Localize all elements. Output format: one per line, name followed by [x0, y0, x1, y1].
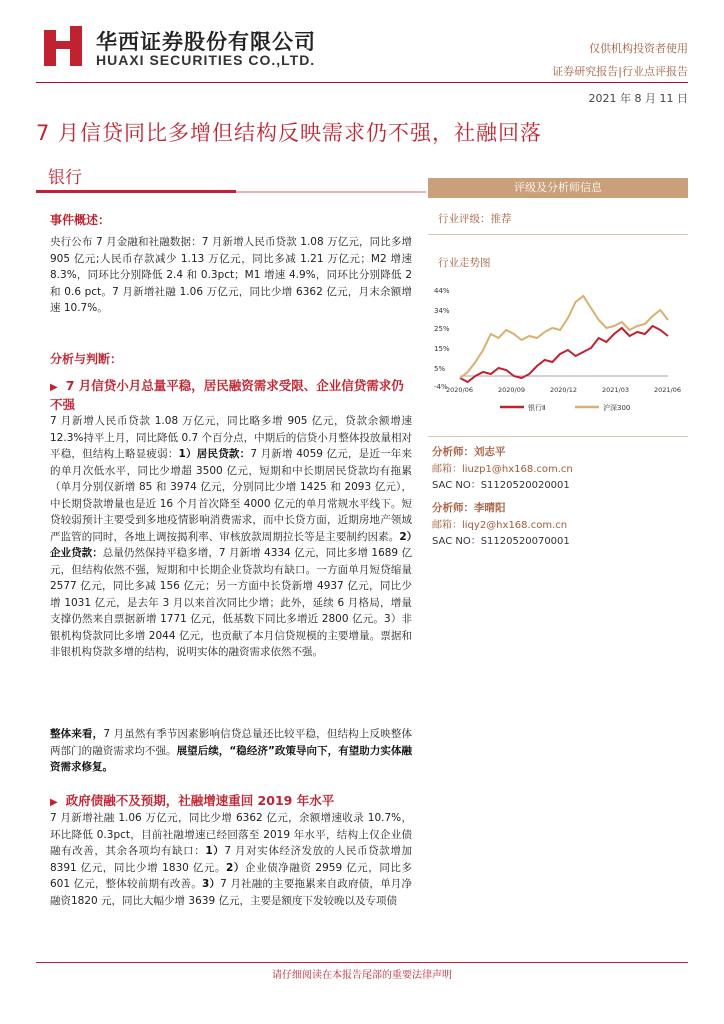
company-name-cn: 华西证券股份有限公司	[96, 29, 316, 54]
y-tick-label: 44%	[434, 287, 450, 295]
triangle-bullet-icon: ▶	[50, 797, 58, 808]
footer-divider	[36, 962, 688, 963]
summary-label: 整体来看，	[50, 728, 104, 740]
x-tick-label: 2021/03	[602, 386, 630, 394]
analyst1-sac: SAC NO：S1120520020001	[432, 480, 570, 491]
huaxi-logo	[44, 26, 86, 66]
analyst1-email[interactable]: 邮箱：liuzp1@hx168.com.cn	[432, 464, 573, 475]
subheading-tsf-text: 政府债融不及预期，社融增速重回 2019 年水平	[65, 793, 335, 808]
report-type: 证券研究报告|行业点评报告	[552, 65, 688, 78]
summary-paragraph	[50, 726, 412, 776]
y-tick-label: 15%	[434, 345, 450, 353]
p1-household-label: 1）居民贷款：	[178, 448, 251, 460]
y-tick-label: 5%	[434, 365, 446, 373]
subheading-credit	[50, 377, 412, 413]
analyst2-sac: SAC NO：S1120520070001	[432, 536, 570, 547]
triangle-bullet-icon: ▶	[50, 382, 58, 393]
industry-rating: 行业评级：推荐	[438, 213, 512, 225]
report-title: 7 月信贷同比多增但结构反映需求仍不强，社融回落	[36, 121, 543, 145]
sidebar-divider	[428, 234, 688, 235]
analyst2-name: 分析师：李晴阳	[432, 502, 506, 514]
event-heading: 事件概述：	[50, 213, 111, 227]
footer-disclaimer: 请仔细阅读在本报告尾部的重要法律声明	[272, 970, 452, 981]
subheading-credit-text: 7 月信贷小月总量平稳，居民融资需求受限、企业信贷需求仍不强	[50, 378, 404, 412]
sidebar-header: 评级及分析师信息	[428, 178, 688, 198]
legend-csi300-label: 沪深300	[603, 404, 631, 412]
analyst2-email[interactable]: 邮箱：liqy2@hx168.com.cn	[432, 520, 568, 531]
x-tick-label: 2020/09	[498, 386, 526, 394]
analyst1-name: 分析师：刘志平	[432, 446, 506, 458]
company-name-en: HUAXI SECURITIES CO.,LTD.	[96, 52, 316, 68]
legend-bank-label: 银行Ⅱ	[528, 404, 546, 412]
industry-underline	[36, 190, 236, 193]
report-date: 2021 年 8 月 11 日	[588, 92, 688, 105]
x-tick-label: 2020/12	[550, 386, 578, 394]
industry-underline-light	[236, 191, 426, 193]
outlook-text: 展望后续，“稳经济”政策导向下，有望助力实体融资需求修复。	[50, 744, 413, 773]
series-line-csi300	[460, 296, 668, 378]
p3-item2-text: 企业债净融资 2959 亿元，同比多 601 亿元，整体较前期有改善。	[50, 861, 412, 890]
y-tick-label: 25%	[434, 325, 450, 333]
summary-text: 7 月虽然有季节因素影响信贷总量还比较平稳，但结构上反映整体两部门的融资需求均不强。	[50, 728, 413, 757]
trend-label: 行业走势图	[438, 257, 491, 269]
p3-item3-label: 3）	[201, 878, 221, 890]
p1-corporate-label: 2）企业贷款：	[50, 530, 413, 559]
analysis-heading: 分析与判断：	[50, 352, 123, 366]
x-tick-label: 2021/06	[654, 386, 682, 394]
event-text: 央行公布 7 月金融和社融数据：7 月新增人民币贷款 1.08 万亿元，同比多增 905 亿元;人民币存款减少 1.13 万亿元，同比多减 1.21 万亿元；M2 增速 8.3%，同环比分别降低 2.4 和 0.3pct；M1 增速 4.9%，同环比分别降低 2 和 0.6 pct。7 月新增社融 1.06 万亿元，同比少增 6362 亿元，月末余额增速 10.7%。	[50, 236, 412, 314]
y-tick-label: 34%	[434, 307, 450, 315]
x-tick-label: 2020/06	[446, 386, 474, 394]
p3-item3-text: 7 月社融的主要拖累来自政府债，单月净融资1820 元，同比大幅少增 3639 亿元，主要是额度下发较晚以及专项债	[50, 878, 412, 907]
p3-item2-label: 2）	[226, 861, 246, 874]
tsf-paragraph	[50, 810, 412, 909]
sidebar-divider	[428, 436, 688, 437]
p3-item1-label: 1）	[205, 845, 225, 857]
p1-household-text: 7 月新增 4059 亿元，是近一年来的单月次低水平，同比少增超 3500 亿元，短期和中长期居民贷款均有拖累（单月分别仅新增 85 和 3974 亿元，分别同比少增 1425 和 2093 亿元），中长期贷款增量也是近 16 个月首次降至 4000 亿元的单月常规水平线下。短贷较弱预计主要受到多地疫情影响消费需求，而中长贷方面，近期房地产领域严监管的同时，各地上调按揭利率、审核放款周期拉长等是主要制约因素。	[50, 448, 413, 543]
audience-note: 仅供机构投资者使用	[589, 42, 688, 55]
y-tick-label: -4%	[434, 383, 448, 391]
credit-paragraph	[50, 413, 412, 661]
industry-label: 银行	[48, 168, 82, 188]
trend-chart	[430, 280, 686, 416]
p1-corporate-text: 总量仍然保持平稳多增，7 月新增 4334 亿元，同比多增 1689 亿元，但结构依然不强，短期和中长期企业贷款均有缺口。一方面单月短贷缩量 2577 亿元，同比多减 156 亿元；另一方面中长贷新增 4937 亿元，同比少增 1031 亿元，是去年 3 月以来首次同比少增；此外，延续 6 月格局，增量支撑仍然来自票据新增 1771 亿元，低基数下同比多增近 2800 亿元。3）非银机构贷款同比多增 2044 亿元，也贡献了本月信贷规模的主要增量。票据和非银机构贷款多增的结构，说明实体的融资需求依然不强。	[50, 547, 413, 658]
header-divider	[36, 82, 688, 83]
subheading-tsf	[50, 792, 412, 811]
p3-item1-text: 7 月对实体经济发放的人民币贷款增加 8391 亿元，同比少增 1830 亿元。	[50, 845, 413, 874]
p1-intro: 7 月新增人民币贷款 1.08 万亿元，同比略多增 905 亿元，贷款余额增速 12.3%持平上月，同比降低 0.7 个百分点，中期后的信贷小月整体投放量相对平稳，但结构上略显疲弱：	[50, 415, 412, 460]
p3-intro: 7 月新增社融 1.06 万亿元，同比少增 6362 亿元，余额增速收录 10.7%，环比降低 0.3pct，目前社融增速已经回落至 2019 年水平，结构上仅企业债融有改善，其余各项均有缺口：	[50, 812, 412, 857]
